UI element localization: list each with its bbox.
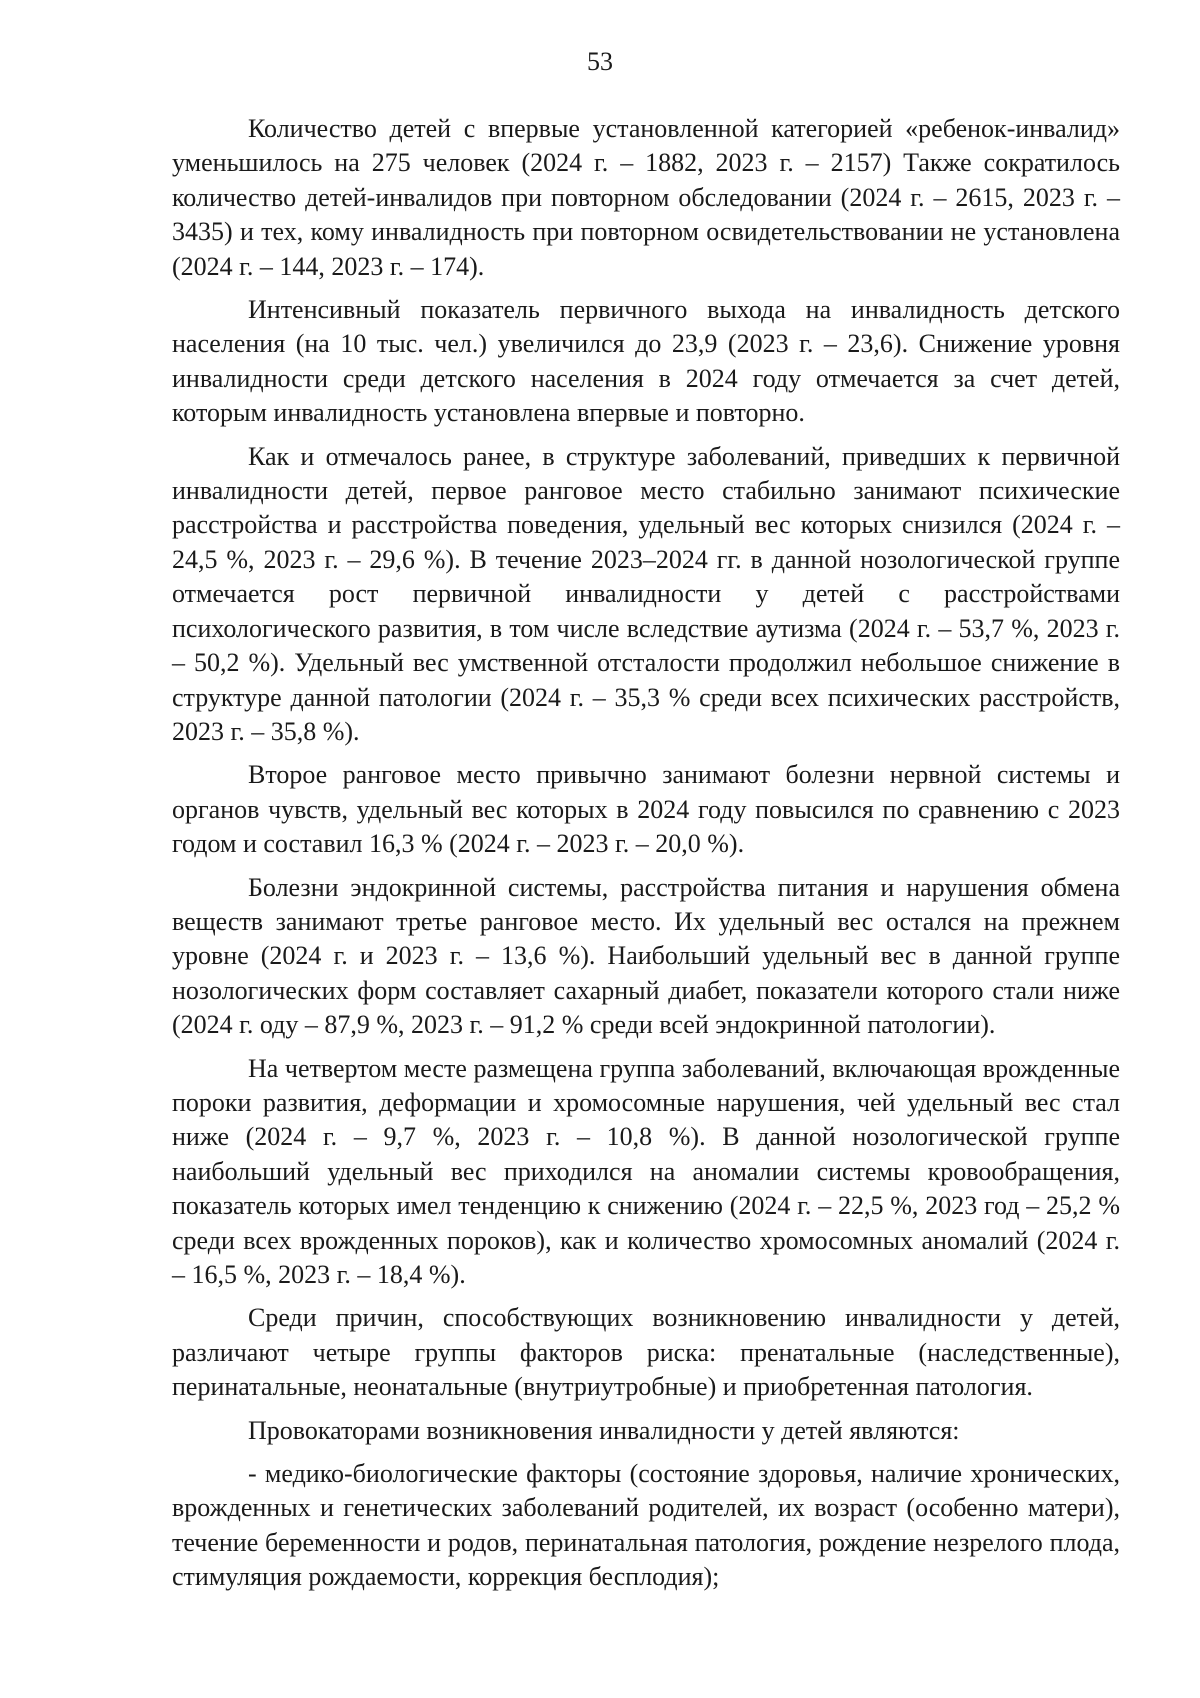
- paragraph-7: Среди причин, способствующих возникновению инвалидности у детей, различают четыре группы факторов риска: пренатальные (наследственные), перинатальные, неонатальные (внутриутробные) и приобретенная патология.: [172, 1303, 1120, 1402]
- paragraph-9: - медико-биологические факторы (состояние здоровья, наличие хронических, врожденных и генетических заболеваний родителей, их возраст (особенно матери), течение беременности и родов, перинатальная патология, рождение незрелого плода, стимуляция рождаемости, коррекция бесплодия);: [172, 1459, 1120, 1592]
- paragraph-6: На четвертом месте размещена группа заболеваний, включающая врожденные пороки развития, деформации и хромосомные нарушения, чей удельный вес стал ниже (2024 г. – 9,7 %, 2023 г. – 10,8 %). В данной нозологической группе наибольший удельный вес приходился на аномалии системы кровообращения, показатель которых имел тенденцию к снижению (2024 г. – 22,5 %, 2023 год – 25,2 % среди всех врожденных пороков), как и количество хромосомных аномалий (2024 г. – 16,5 %, 2023 г. – 18,4 %).: [172, 1053, 1120, 1289]
- paragraph-8: Провокаторами возникновения инвалидности у детей являются:: [248, 1415, 960, 1445]
- paragraph-1: Количество детей с впервые установленной категорией «ребенок-инвалид» уменьшилось на 275 человек (2024 г. – 1882, 2023 г. – 2157) Также сократилось количество детей-инвалидов при повторном обследовании (2024 г. – 2615, 2023 г. – 3435) и тех, кому инвалидность при повторном освидетельствовании не установлена (2024 г. – 144, 2023 г. – 174).: [172, 114, 1120, 281]
- paragraph-4: Второе ранговое место привычно занимают болезни нервной системы и органов чувств, удельный вес которых в 2024 году повысился по сравнению с 2023 годом и составил 16,3 % (2024 г. – 2023 г. – 20,0 %).: [172, 760, 1120, 859]
- paragraph-5: Болезни эндокринной системы, расстройства питания и нарушения обмена веществ занимают третье ранговое место. Их удельный вес остался на прежнем уровне (2024 г. и 2023 г. – 13,6 %). Наибольший удельный вес в данной группе нозологических форм составляет сахарный диабет, показатели которого стали ниже (2024 г. оду – 87,9 %, 2023 г. – 91,2 % среди всей эндокринной патологии).: [172, 872, 1120, 1040]
- paragraph-3: Как и отмечалось ранее, в структуре заболеваний, приведших к первичной инвалидности детей, первое ранговое место стабильно занимают психические расстройства и расстройства поведения, удельный вес которых снизился (2024 г. – 24,5 %, 2023 г. – 29,6 %). В течение 2023–2024 гг. в данной нозологической группе отмечается рост первичной инвалидности у детей с расстройствами психологического развития, в том числе вследствие аутизма (2024 г. – 53,7 %, 2023 г. – 50,2 %). Удельный вес умственной отсталости продолжил небольшое снижение в структуре данной патологии (2024 г. – 35,3 % среди всех психических расстройств, 2023 г. – 35,8 %).: [172, 441, 1120, 746]
- document-body: [172, 112, 1120, 1604]
- paragraph-2: Интенсивный показатель первичного выхода на инвалидность детского населения (на 10 тыс. чел.) увеличился до 23,9 (2023 г. – 23,6). Снижение уровня инвалидности среди детского населения в 2024 году отмечается за счет детей, которым инвалидность установлена впервые и повторно.: [172, 295, 1120, 428]
- page-number: 53: [587, 47, 613, 76]
